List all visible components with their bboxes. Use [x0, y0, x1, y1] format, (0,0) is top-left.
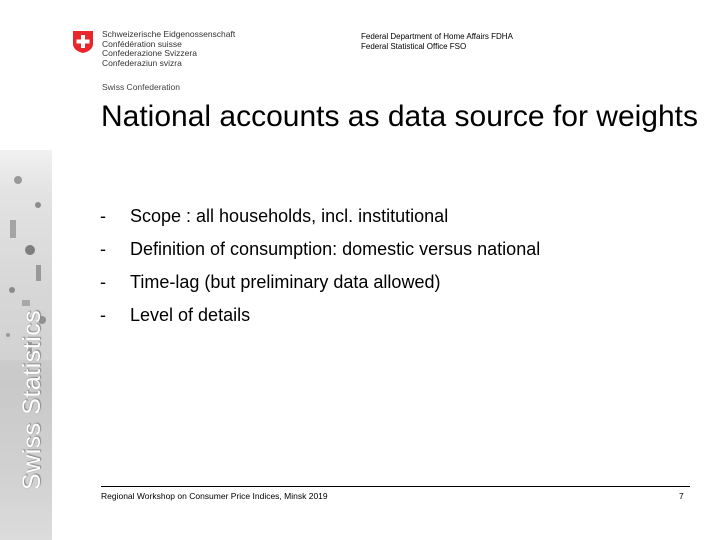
confederation-name-rm: Confederaziun svizra	[102, 57, 182, 68]
bullet-list	[100, 204, 540, 336]
footer-divider	[101, 486, 690, 487]
bullet-item	[100, 270, 540, 303]
bullet-marker: -	[100, 305, 106, 325]
confederation-name-de: Schweizerische Eidgenossenschaft	[102, 29, 236, 39]
footer-text: Regional Workshop on Consumer Price Indices, Minsk 2019	[101, 491, 328, 501]
bullet-item	[100, 303, 540, 336]
bullet-item	[100, 204, 540, 237]
swiss-statistics-label: Swiss Statistics	[18, 309, 46, 490]
department-block	[361, 32, 513, 52]
bullet-text: Level of details	[130, 305, 251, 325]
bullet-marker: -	[100, 206, 106, 226]
confederation-names	[102, 30, 235, 68]
bullet-marker: -	[100, 272, 106, 292]
confederation-name-it: Confederazione Svizzera	[102, 48, 197, 58]
confederation-short-name: Swiss Confederation	[102, 82, 180, 92]
bullet-text: Scope : all households, incl. institutional	[130, 206, 449, 226]
page-number: 7	[679, 491, 684, 501]
swiss-cross-flag-icon	[72, 30, 94, 54]
confederation-name-fr: Confédération suisse	[102, 38, 182, 49]
office-name: Federal Statistical Office FSO	[361, 42, 467, 51]
department-name: Federal Department of Home Affairs FDHA	[361, 32, 513, 41]
bullet-text: Time-lag (but preliminary data allowed)	[130, 272, 441, 292]
bullet-text: Definition of consumption: domestic versus national	[130, 239, 541, 259]
bullet-item	[100, 237, 540, 270]
bullet-marker: -	[100, 239, 106, 259]
slide-title: National accounts as data source for weights	[101, 100, 698, 133]
